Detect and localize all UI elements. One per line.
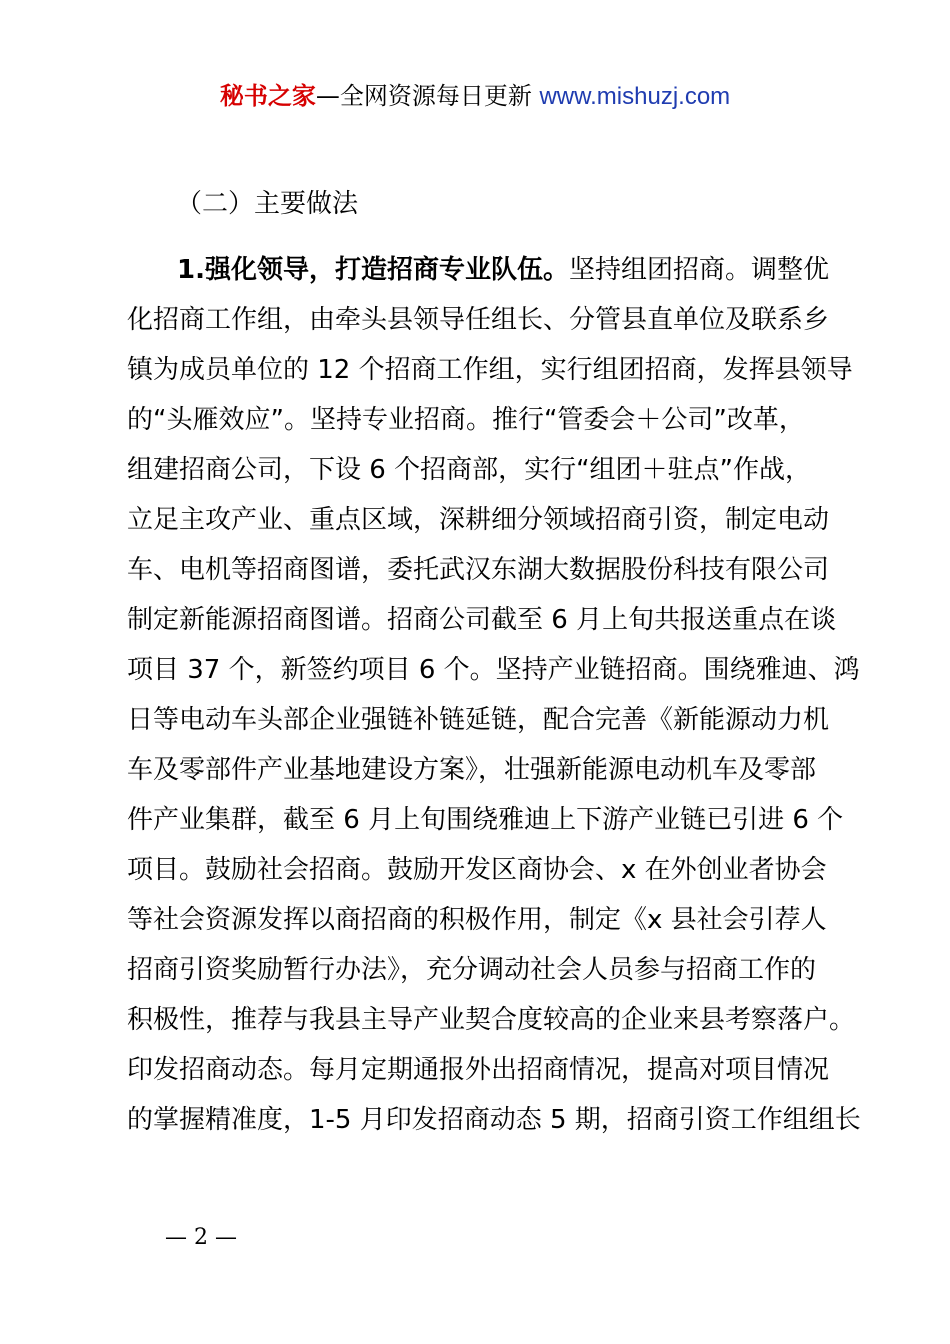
paragraph-line: 印发招商动态。每月定期通报外出招商情况，提高对项目情况 (127, 1055, 830, 1085)
paragraph-line (127, 245, 867, 295)
site-url: www.mishuzj.com (539, 83, 731, 110)
paragraph-line: 镇为成员单位的 12 个招商工作组，实行组团招商，发挥县领导 (127, 355, 853, 385)
paragraph-line: 招商引资奖励暂行办法》，充分调动社会人员参与招商工作的 (127, 955, 817, 985)
paragraph-line: 积极性，推荐与我县主导产业契合度较高的企业来县考察落户。 (127, 1005, 856, 1035)
paragraph-line: 项目 37 个，新签约项目 6 个。坚持产业链招商。围绕雅迪、鸿 (127, 655, 860, 685)
paragraph-line: 化招商工作组，由牵头县领导任组长、分管县直单位及联系乡 (127, 305, 830, 335)
banner-tagline: —全网资源每日更新 (315, 82, 540, 110)
site-banner (0, 80, 950, 113)
paragraph-line: 的“头雁效应”。坚持专业招商。推行“管委会＋公司”改革， (127, 405, 805, 435)
paragraph-line: 等社会资源发挥以商招商的积极作用，制定《x 县社会引荐人 (127, 905, 827, 935)
brand-name: 秘书之家 (219, 82, 316, 110)
paragraph-line: 件产业集群，截至 6 月上旬围绕雅迪上下游产业链已引进 6 个 (127, 805, 844, 835)
paragraph-line: 制定新能源招商图谱。招商公司截至 6 月上旬共报送重点在谈 (127, 605, 837, 635)
paragraph-line: 组建招商公司，下设 6 个招商部，实行“组团＋驻点”作战， (127, 455, 812, 485)
body-paragraph (127, 245, 867, 1145)
page-number: — 2 — (165, 1225, 237, 1250)
paragraph-line: 的掌握精准度，1-5 月印发招商动态 5 期，招商引资工作组组长 (127, 1105, 861, 1135)
paragraph-lead: 1.强化领导，打造招商专业队伍。 (177, 255, 569, 285)
paragraph-line: 立足主攻产业、重点区域，深耕细分领域招商引资，制定电动 (127, 505, 830, 535)
paragraph-line-text: 坚持组团招商。调整优 (568, 255, 829, 285)
paragraph-line: 车及零部件产业基地建设方案》，壮强新能源电动机车及零部 (127, 755, 817, 785)
section-heading: （二）主要做法 (176, 189, 359, 219)
paragraph-line: 车、电机等招商图谱，委托武汉东湖大数据股份科技有限公司 (127, 555, 830, 585)
paragraph-line: 项目。鼓励社会招商。鼓励开发区商协会、x 在外创业者协会 (127, 855, 827, 885)
paragraph-line: 日等电动车头部企业强链补链延链，配合完善《新能源动力机 (127, 705, 830, 735)
